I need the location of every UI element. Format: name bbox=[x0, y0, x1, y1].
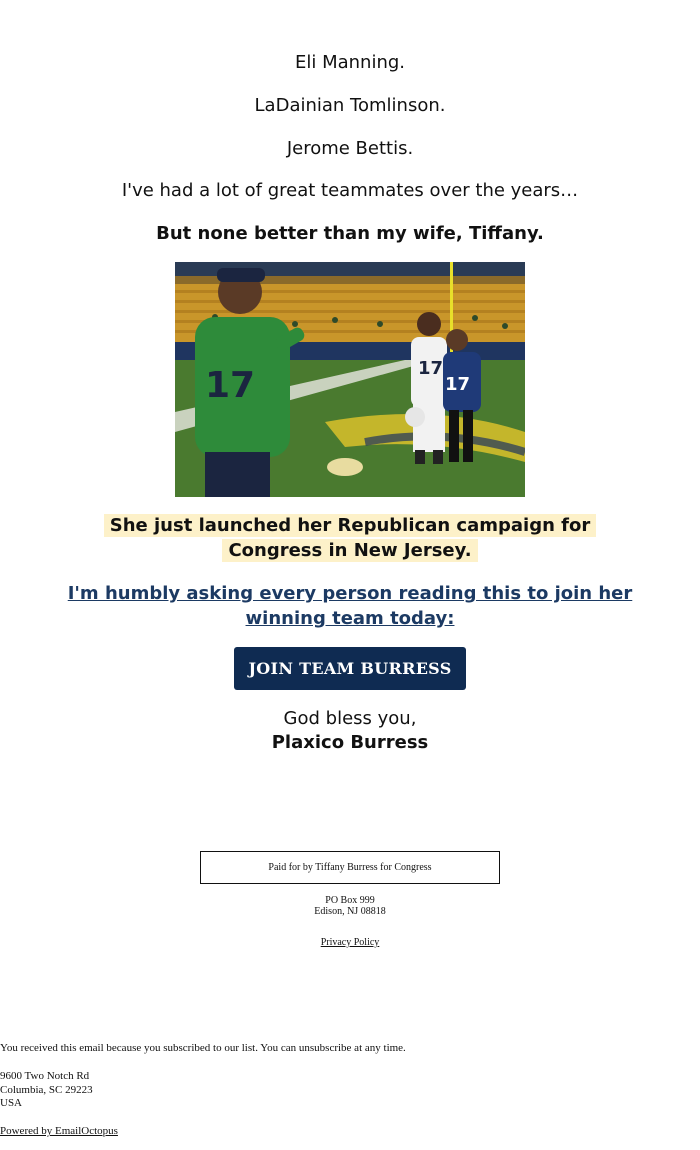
ask-link-line-2[interactable]: winning team today: bbox=[245, 608, 455, 629]
campaign-announcement bbox=[0, 513, 700, 563]
paid-for-disclaimer: Paid for by Tiffany Burress for Congress bbox=[200, 851, 500, 884]
svg-text:17: 17 bbox=[418, 358, 444, 379]
svg-text:17: 17 bbox=[205, 365, 256, 406]
teammates-sentence: I've had a lot of great teammates over the years… bbox=[121, 180, 579, 201]
campaign-line-2: Congress in New Jersey. bbox=[222, 539, 477, 562]
signoff-greeting: God bless you, bbox=[283, 708, 417, 729]
footer-address-line-3: USA bbox=[0, 1097, 23, 1109]
wife-sentence: But none better than my wife, Tiffany. bbox=[156, 223, 544, 244]
signoff-name: Plaxico Burress bbox=[271, 732, 429, 753]
privacy-policy-row bbox=[0, 937, 700, 948]
svg-text:17: 17 bbox=[445, 374, 471, 395]
teammate-jerome: Jerome Bettis. bbox=[286, 138, 414, 159]
campaign-line-1: She just launched her Republican campaign for bbox=[104, 514, 596, 537]
photo-couple-football-field bbox=[175, 262, 525, 497]
disclaimer-address-line-2: Edison, NJ 08818 bbox=[314, 906, 386, 917]
ask-link-block[interactable] bbox=[40, 581, 660, 631]
footer-powered-row bbox=[0, 1125, 700, 1138]
teammate-eli: Eli Manning. bbox=[294, 52, 406, 73]
footer-subscription-notice: You received this email because you subscribed to our list. You can unsubscribe at any time. bbox=[0, 1042, 406, 1054]
disclaimer-address-line-1: PO Box 999 bbox=[325, 895, 375, 906]
powered-by-link[interactable]: Powered by EmailOctopus bbox=[0, 1125, 118, 1137]
teammate-ladainian: LaDainian Tomlinson. bbox=[254, 95, 446, 116]
footer-address-line-2: Columbia, SC 29223 bbox=[0, 1084, 93, 1096]
privacy-policy-link[interactable]: Privacy Policy bbox=[320, 937, 380, 948]
join-team-button[interactable]: JOIN TEAM BURRESS bbox=[234, 647, 466, 690]
footer-address-line-1: 9600 Two Notch Rd bbox=[0, 1070, 90, 1082]
ask-link-line-1[interactable]: I'm humbly asking every person reading this to join her bbox=[67, 583, 633, 604]
